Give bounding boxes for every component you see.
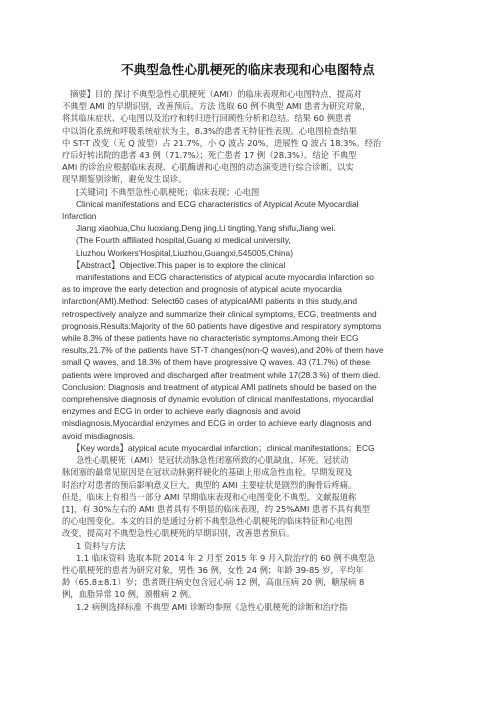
body-line: 例，血脂异常 10 例，颈椎病 2 例。 [62,589,197,600]
english-abstract-line: comprehensive diagnosis of dynamic evolution of clinical manifestations, myocardial [62,394,374,405]
english-abstract-line: prognosis.Results:Majority of the 60 patients have digestive and respiratory symptoms [62,320,382,331]
english-abstract-line: small Q waves, and 18.3% of them have progressive Q waves. 43 (71.7%) of these [62,357,371,368]
authors-line: Jiang xiaohua,Chu luoxiang,Deng jing,Li tingting,Yang shifu,Jiang wei. [76,223,336,234]
abstract-line: 中 ST-T 改变（无 Q 波型）占 21.7%，小 Q 波占 20%，进展性 Q 波占 18.3%。经治 [62,137,382,148]
english-abstract-line: misdiagnosis.Myocardial enzymes and ECG in order to achieve early diagnosis and [62,418,372,429]
english-abstract-line: manifestations and ECG characteristics of atypical acute myocardia infarction so [76,272,374,283]
english-abstract-line: as to improve the early detection and prognosis of atypical acute myocardia [62,284,342,295]
body-line: 龄（65.8±8.1）岁；患者既往病史包含冠心病 12 例，高血压病 20 例，糖尿病 8 [62,577,365,588]
body-line: 1.2 病例选择标准 不典型 AMI 诊断均参照《急性心肌梗死的诊断和治疗指 [76,601,348,612]
english-abstract-line: patients were improved and discharged after treatment while 17(28.3 %) of them died. [62,369,381,380]
body-line: 时治疗对患者的预后影响意义巨大。典型的 AMI 主要症状是剧烈的胸骨后疼痛。 [62,479,357,490]
abstract-line: AMI 的诊治应根据临床表现、心肌酶谱和心电图的动态演变进行综合诊断，以实 [62,162,354,173]
body-line: 1.1 临床资料 选取本院 2014 年 2 月至 2015 年 9 月入院治疗的 60 例不典型急 [76,552,376,563]
body-line: 的心电图变化。本文的目的是通过分析不典型急性心肌梗死的临床特征和心电图 [62,516,353,527]
body-line: 性心肌梗死的患者为研究对象，男性 36 例，女性 24 例；年龄 39-85 岁，平均年 [62,564,364,575]
page-title: 不典型急性心肌梗死的临床表现和心电图特点 [120,62,375,77]
english-abstract-line: retrospectively analyze and summarize their clinical symptoms, ECG, treatments and [62,308,377,319]
body-line: 但是，临床上有相当一部分 AMI 早期临床表现和心电图变化不典型。文献报道称 [62,491,357,502]
abstract-line: 将其临床症状、心电图以及治疗和转归进行回顾性分析和总结。结果 60 例患者 [62,113,352,124]
body-line: 脉闭塞的最常见原因是在冠状动脉粥样硬化的基础上形成急性血栓。早期发现及 [62,467,353,478]
body-line: [1]，有 30%左右的 AMI 患者具有不明显的临床表现，约 25%AMI 患者不具有典型 [62,503,371,514]
keywords-line: [关键词] 不典型急性心肌梗死；临床表现；心电图 [76,186,260,197]
english-title-line: Clinical manifestations and ECG characteristics of Atypical Acute Myocardial [76,198,359,209]
document-body [62,88,440,613]
abstract-line: 现早期鉴别诊断，避免发生误诊。 [62,174,187,185]
section-heading: 1 资料与方法 [76,540,126,551]
abstract-line: 中以消化系统和呼吸系统症状为主，8.3%的患者无特征性表现。心电图检查结果 [62,125,357,136]
english-abstract-line: avoid misdiagnosis. [62,430,136,441]
english-abstract-line: 【Abstract】Objective:This paper is to explore the clinical [72,259,286,270]
english-abstract-line: enzymes and ECG in order to achieve early diagnosis and avoid [62,406,301,417]
english-abstract-line: Conclusion: Diagnosis and treatment of atypical AMI patinets should be based on the [62,381,377,392]
english-abstract-line: infarction(AMI).Method: Select60 cases of atypicalAMI patients in this study,and [62,296,357,307]
english-abstract-line: results,21.7% of the patients have ST-T changes(non-Q waves),and 20% of them have [62,345,384,356]
abstract-line: 摘要】目的 探讨不典型急性心肌梗死（AMI）的临床表现和心电图特点，提高对 [70,89,362,99]
affiliation-line: (The Fourth affiliated hospital,Guang xi medical university, [76,235,291,246]
english-title-line: Infarction [62,211,97,222]
affiliation-line: Liuzhou Workers'Hospital,Liuzhou,Guangxi,545005,China) [76,247,293,258]
english-keywords-line: 【Key words】atypical acute myocardial infarction；clinical manifestations；ECG [72,442,375,453]
abstract-line: 疗后好转出院的患者 43 例（71.7%）；死亡患者 17 例（28.3%）。结论 不典型 [62,150,357,161]
english-abstract-line: while 8.3% of these patients have no characteristic symptoms.Among their ECG [62,333,359,344]
abstract-line: 不典型 AMI 的早期识别，改善预后。方法 选取 60 例不典型 AMI 患者为研究对象， [62,101,371,112]
body-line: 改变，提高对不典型急性心肌梗死的早期识别，改善患者预后。 [62,528,295,539]
body-line: 急性心肌梗死（AMI）是冠状动脉急性闭塞所致的心肌缺血、坏死。冠状动 [76,455,349,466]
